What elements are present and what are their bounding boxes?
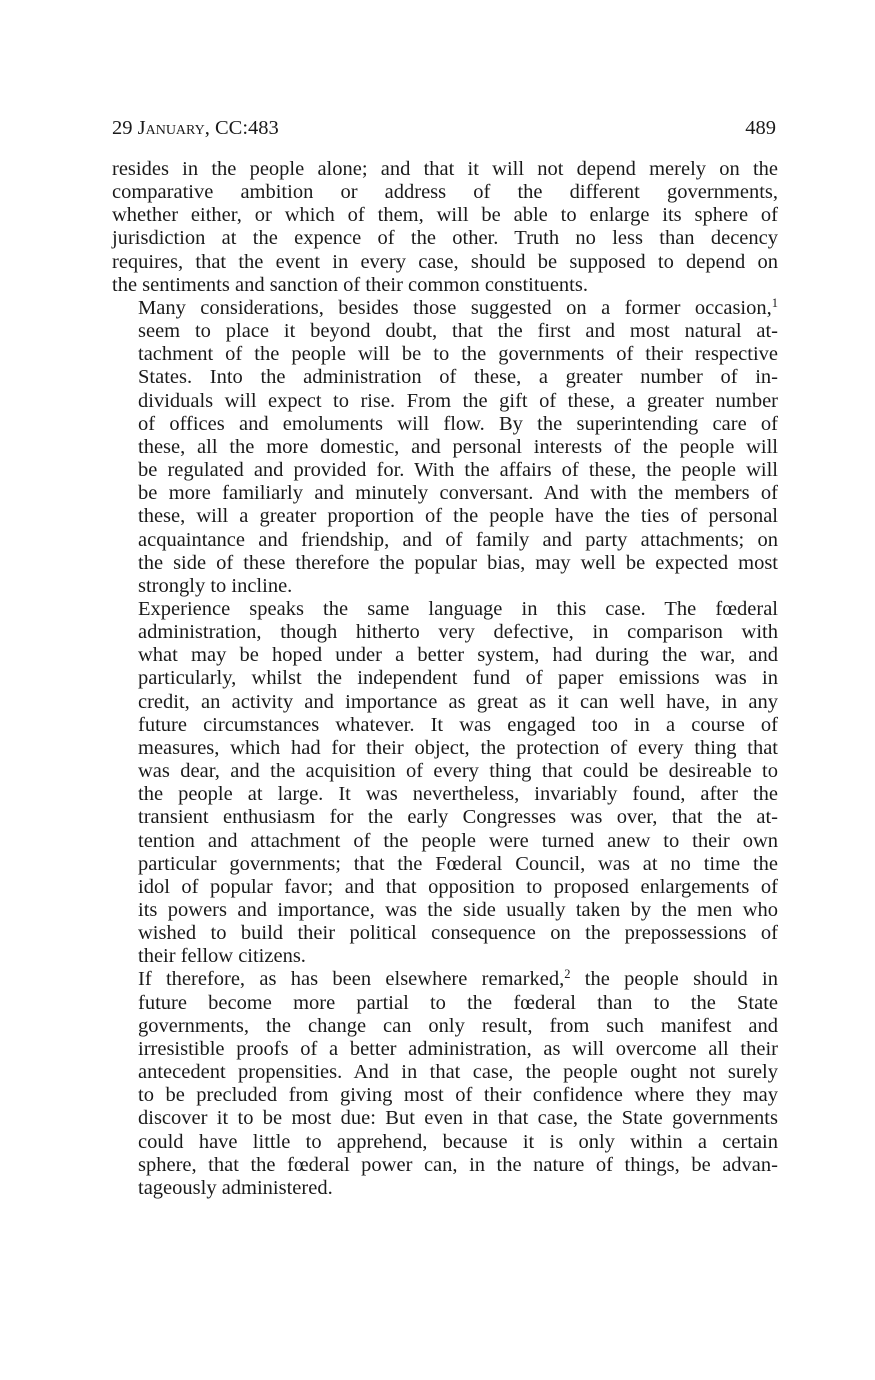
text-line (112, 204, 778, 227)
text-line (112, 783, 778, 806)
line-text: the people should in (570, 968, 779, 991)
line-text: future circumstances whatever. It was engaged too in a course of (138, 713, 778, 736)
text-line (112, 876, 778, 899)
text-line (112, 482, 778, 505)
line-text: to be precluded from giving most of their confidence where they may (138, 1084, 778, 1107)
text-line (112, 1061, 778, 1084)
line-text: tention and attachment of the people were turned anew to their own (138, 829, 778, 852)
line-text: measures, which had for their object, the protection of every thing that (138, 736, 778, 759)
text-line (112, 853, 778, 876)
line-text: the sentiments and sanction of their common constituents. (112, 273, 588, 296)
text-line (112, 251, 778, 274)
text-line (112, 667, 778, 690)
line-text: dividuals will expect to rise. From the gift of these, a greater number (138, 389, 778, 412)
text-line (112, 830, 778, 853)
line-text: its powers and importance, was the side usually taken by the men who (138, 899, 778, 921)
line-text: particularly, whilst the independent fund of paper emissions was in (138, 667, 778, 690)
line-text: tageously administered. (138, 1176, 333, 1199)
text-line (112, 644, 778, 667)
line-text: Experience speaks the same language in this case. The fœderal (138, 597, 778, 620)
text-line (112, 552, 778, 575)
line-text: jurisdiction at the expence of the other. Truth no less than decency (112, 227, 778, 250)
text-line (112, 575, 778, 598)
running-head-doc-id: CC:483 (214, 117, 279, 139)
text-line (112, 598, 778, 621)
text-line (112, 1084, 778, 1107)
line-text: governments, the change can only result, from such manifest and (138, 1014, 778, 1037)
footnote-ref: 1 (771, 296, 778, 311)
text-line (112, 181, 778, 204)
line-text: sphere, that the fœderal power can, in the nature of things, be advan- (138, 1153, 778, 1176)
line-text: tachment of the people will be to the governments of their respective (138, 343, 778, 366)
line-text: irresistible proofs of a better administration, as will overcome all their (138, 1037, 778, 1060)
line-text: was dear, and the acquisition of every thing that could be desireable to (138, 760, 778, 783)
line-text: seem to place it beyond doubt, that the first and most natural at- (138, 320, 778, 343)
line-text: these, all the more domestic, and personal interests of the people will (138, 435, 778, 458)
text-line (112, 459, 778, 482)
running-head (112, 113, 776, 143)
text-line (112, 968, 778, 991)
running-head-date: 29 January (112, 117, 205, 139)
text-line (112, 1107, 778, 1130)
paragraph (112, 297, 778, 598)
text-line (112, 922, 778, 945)
line-text: future become more partial to the fœderal than to the State (138, 991, 778, 1014)
text-line (112, 297, 778, 320)
text-line (112, 320, 778, 343)
line-text: could have little to apprehend, because it is only within a certain (138, 1130, 778, 1153)
line-text: States. Into the administration of these, a greater number of in- (138, 366, 778, 389)
line-text: be more familiarly and minutely conversant. And with the members of (138, 482, 778, 505)
line-text: particular governments; that the Fœderal Council, was at no time the (138, 852, 778, 875)
line-text: the side of these therefore the popular bias, may well be expected most (138, 551, 778, 574)
line-text: idol of popular favor; and that opposition to proposed enlargements of (138, 875, 778, 898)
text-line (112, 1038, 778, 1061)
running-head-left (112, 113, 279, 143)
line-text: administration, though hitherto very defective, in comparison with (138, 621, 778, 644)
line-text: what may be hoped under a better system, had during the war, and (138, 644, 778, 667)
paragraph (112, 158, 778, 297)
line-text: strongly to incline. (138, 574, 293, 597)
line-text: antecedent propensities. And in that case, the people ought not surely (138, 1061, 778, 1084)
text-line (112, 1154, 778, 1177)
text-line (112, 945, 778, 968)
running-head-separator: , (204, 117, 215, 139)
text-line (112, 621, 778, 644)
text-line (112, 343, 778, 366)
line-text: be regulated and provided for. With the affairs of these, the people will (138, 459, 778, 482)
text-line (112, 691, 778, 714)
line-text: If therefore, as has been elsewhere remarked, (138, 968, 565, 991)
line-text: Many considerations, besides those suggested on a former occasion, (138, 296, 772, 319)
text-line (112, 366, 778, 389)
text-line (112, 158, 778, 181)
line-text: their fellow citizens. (138, 945, 306, 968)
line-text: discover it to be most due: But even in that case, the State governments (138, 1107, 778, 1130)
line-text: transient enthusiasm for the early Congresses was over, that the at- (138, 806, 778, 829)
line-text: credit, an activity and importance as great as it can well have, in any (138, 690, 778, 713)
line-text: of offices and emoluments will flow. By the superintending care of (138, 412, 778, 435)
line-text: wished to build their political consequence on the prepossessions of (138, 922, 778, 945)
text-line (112, 1177, 778, 1200)
line-text: resides in the people alone; and that it will not depend merely on the (112, 158, 778, 180)
line-text: these, will a greater proportion of the people have the ties of personal (138, 505, 778, 528)
text-line (112, 1015, 778, 1038)
text-line (112, 737, 778, 760)
footnote-ref: 2 (564, 967, 571, 982)
text-line (112, 714, 778, 737)
text-line (112, 505, 778, 528)
paragraph (112, 968, 778, 1200)
text-line (112, 227, 778, 250)
paragraph (112, 598, 778, 969)
text-line (112, 413, 778, 436)
line-text: comparative ambition or address of the different governments, (112, 181, 778, 204)
text-line (112, 992, 778, 1015)
text-line (112, 1131, 778, 1154)
text-line (112, 529, 778, 552)
text-line (112, 899, 778, 922)
text-line (112, 390, 778, 413)
line-text: requires, that the event in every case, should be supposed to depend on (112, 250, 778, 273)
line-text: the people at large. It was nevertheless, invariably found, after the (138, 783, 778, 806)
text-line (112, 760, 778, 783)
text-line (112, 806, 778, 829)
line-text: whether either, or which of them, will be able to enlarge its sphere of (112, 204, 778, 227)
page-number: 489 (745, 117, 776, 139)
text-line (112, 436, 778, 459)
body-text (112, 158, 778, 1200)
text-line (112, 274, 778, 297)
line-text: acquaintance and friendship, and of family and party attachments; on (138, 528, 778, 551)
